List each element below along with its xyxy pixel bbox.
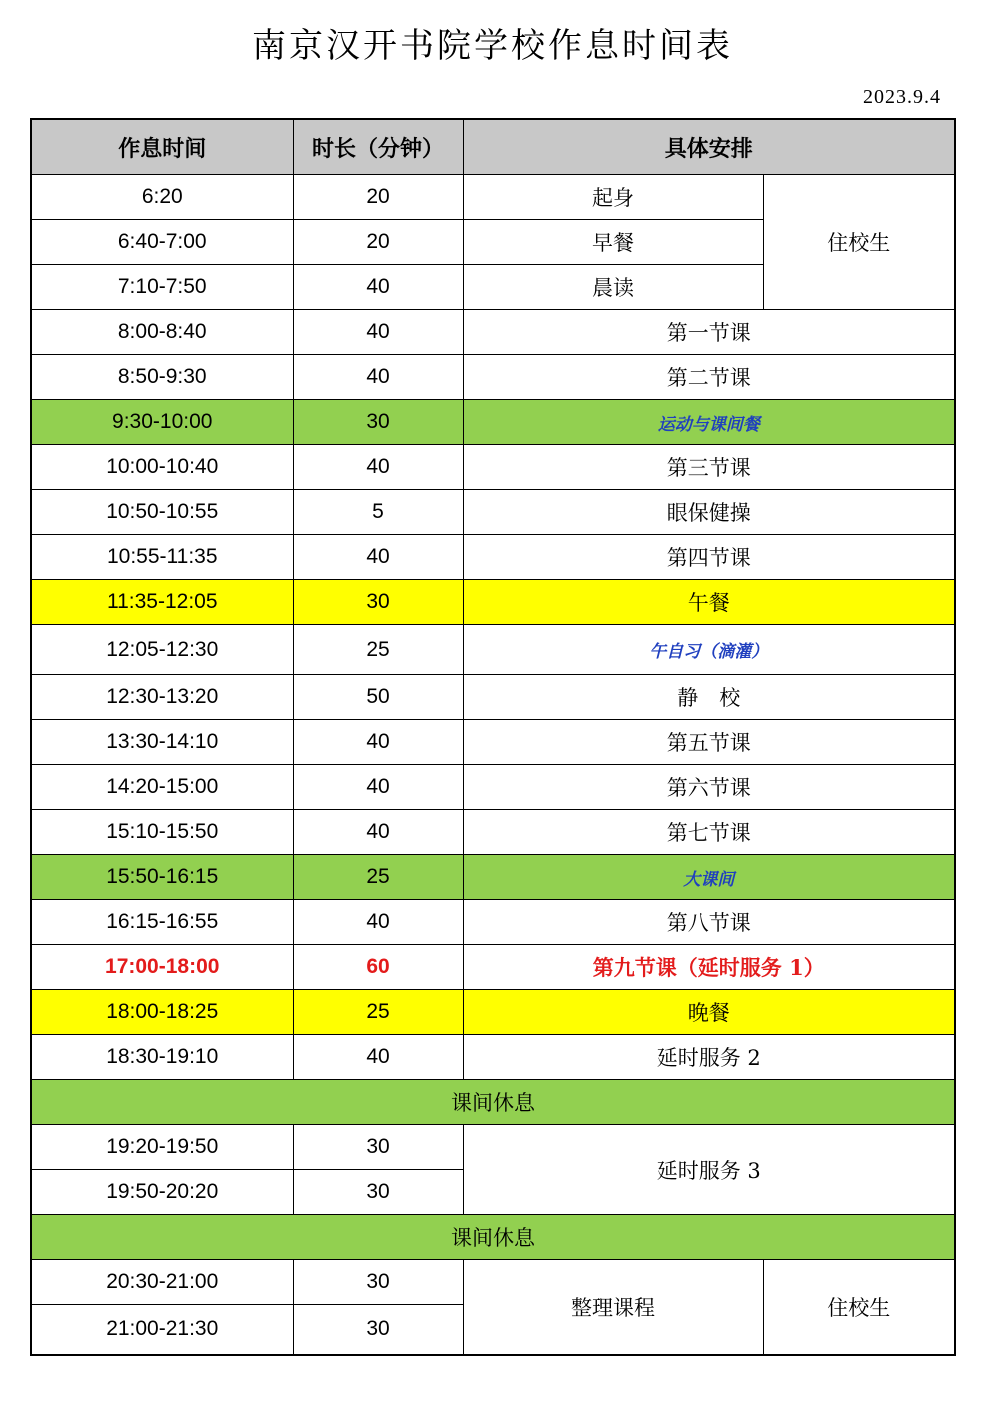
duration-cell: 40 [293,355,463,400]
table-row [31,1125,955,1170]
duration-cell: 50 [293,675,463,720]
activity-text: 运动与课间餐 [657,414,760,435]
time-cell: 10:00-10:40 [31,445,293,490]
activity-cell [463,855,955,900]
table-row [31,355,955,400]
time-cell: 6:40-7:00 [31,220,293,265]
duration-cell: 30 [293,1125,463,1170]
time-cell: 15:10-15:50 [31,810,293,855]
activity-cell: 第六节课 [463,765,955,810]
duration-cell: 40 [293,720,463,765]
time-cell: 20:30-21:00 [31,1260,293,1305]
activity-cell: 第二节课 [463,355,955,400]
activity-cell: 第七节课 [463,810,955,855]
activity-cell: 第三节课 [463,445,955,490]
time-cell: 10:55-11:35 [31,535,293,580]
time-cell: 10:50-10:55 [31,490,293,535]
activity-text: 午自习（滴灌） [649,642,769,662]
duration-cell: 30 [293,1260,463,1305]
time-cell: 18:30-19:10 [31,1035,293,1080]
activity-cell [463,400,955,445]
header-row [31,119,955,175]
duration-cell: 30 [293,580,463,625]
table-row [31,900,955,945]
time-cell: 21:00-21:30 [31,1305,293,1355]
time-cell: 15:50-16:15 [31,855,293,900]
time-cell: 6:20 [31,175,293,220]
activity-cell: 第八节课 [463,900,955,945]
boarder-label: 住校生 [763,1260,955,1355]
activity-cell: 起身 [463,175,763,220]
duration-cell: 5 [293,490,463,535]
duration-cell: 40 [293,310,463,355]
schedule-table [30,118,956,1356]
boarder-label: 住校生 [763,175,955,310]
duration-cell: 60 [293,945,463,990]
duration-cell: 40 [293,1035,463,1080]
activity-cell: 早餐 [463,220,763,265]
table-row-meal [31,580,955,625]
activity-cell [463,625,955,675]
table-row [31,675,955,720]
activity-cell: 静 校 [463,675,955,720]
table-row [31,720,955,765]
duration-cell: 25 [293,855,463,900]
header-arrangement: 具体安排 [463,119,955,175]
activity-cell: 第九节课（延时服务 1） [463,945,955,990]
duration-cell: 40 [293,535,463,580]
duration-cell: 25 [293,625,463,675]
header-time: 作息时间 [31,119,293,175]
table-row-emphasis [31,945,955,990]
duration-cell: 20 [293,220,463,265]
time-cell: 18:00-18:25 [31,990,293,1035]
break-label: 课间休息 [31,1080,955,1125]
time-cell: 13:30-14:10 [31,720,293,765]
table-row [31,765,955,810]
time-cell: 8:00-8:40 [31,310,293,355]
duration-cell: 40 [293,900,463,945]
table-row [31,490,955,535]
duration-cell: 25 [293,990,463,1035]
activity-cell: 延时服务 2 [463,1035,955,1080]
duration-cell: 30 [293,1305,463,1355]
activity-cell: 晚餐 [463,990,955,1035]
duration-cell: 30 [293,1170,463,1215]
page-title: 南京汉开书院学校作息时间表 [252,26,733,66]
time-cell: 19:50-20:20 [31,1170,293,1215]
time-cell: 12:05-12:30 [31,625,293,675]
duration-cell: 40 [293,445,463,490]
time-cell: 19:20-19:50 [31,1125,293,1170]
time-cell: 14:20-15:00 [31,765,293,810]
table-row [31,445,955,490]
duration-cell: 40 [293,810,463,855]
activity-cell: 第一节课 [463,310,955,355]
table-row [31,1035,955,1080]
duration-cell: 30 [293,400,463,445]
table-row [31,1260,955,1305]
activity-cell: 午餐 [463,580,955,625]
break-label: 课间休息 [31,1215,955,1260]
duration-cell: 20 [293,175,463,220]
time-cell: 16:15-16:55 [31,900,293,945]
activity-cell: 延时服务 3 [463,1125,955,1215]
table-row-highlight [31,855,955,900]
activity-text: 大课间 [683,869,735,890]
time-cell: 12:30-13:20 [31,675,293,720]
duration-cell: 40 [293,765,463,810]
time-cell: 11:35-12:05 [31,580,293,625]
activity-cell: 第五节课 [463,720,955,765]
break-row [31,1080,955,1125]
date-label: 2023.9.4 [863,86,941,108]
header-duration: 时长（分钟） [293,119,463,175]
activity-cell: 眼保健操 [463,490,955,535]
table-row-highlight [31,400,955,445]
table-row [31,625,955,675]
time-cell: 17:00-18:00 [31,945,293,990]
duration-cell: 40 [293,265,463,310]
break-row [31,1215,955,1260]
table-row [31,535,955,580]
table-row [31,810,955,855]
activity-cell: 第四节课 [463,535,955,580]
table-row [31,175,955,220]
table-row-meal [31,990,955,1035]
activity-cell: 晨读 [463,265,763,310]
time-cell: 9:30-10:00 [31,400,293,445]
time-cell: 8:50-9:30 [31,355,293,400]
activity-cell: 整理课程 [463,1260,763,1355]
time-cell: 7:10-7:50 [31,265,293,310]
table-row [31,310,955,355]
